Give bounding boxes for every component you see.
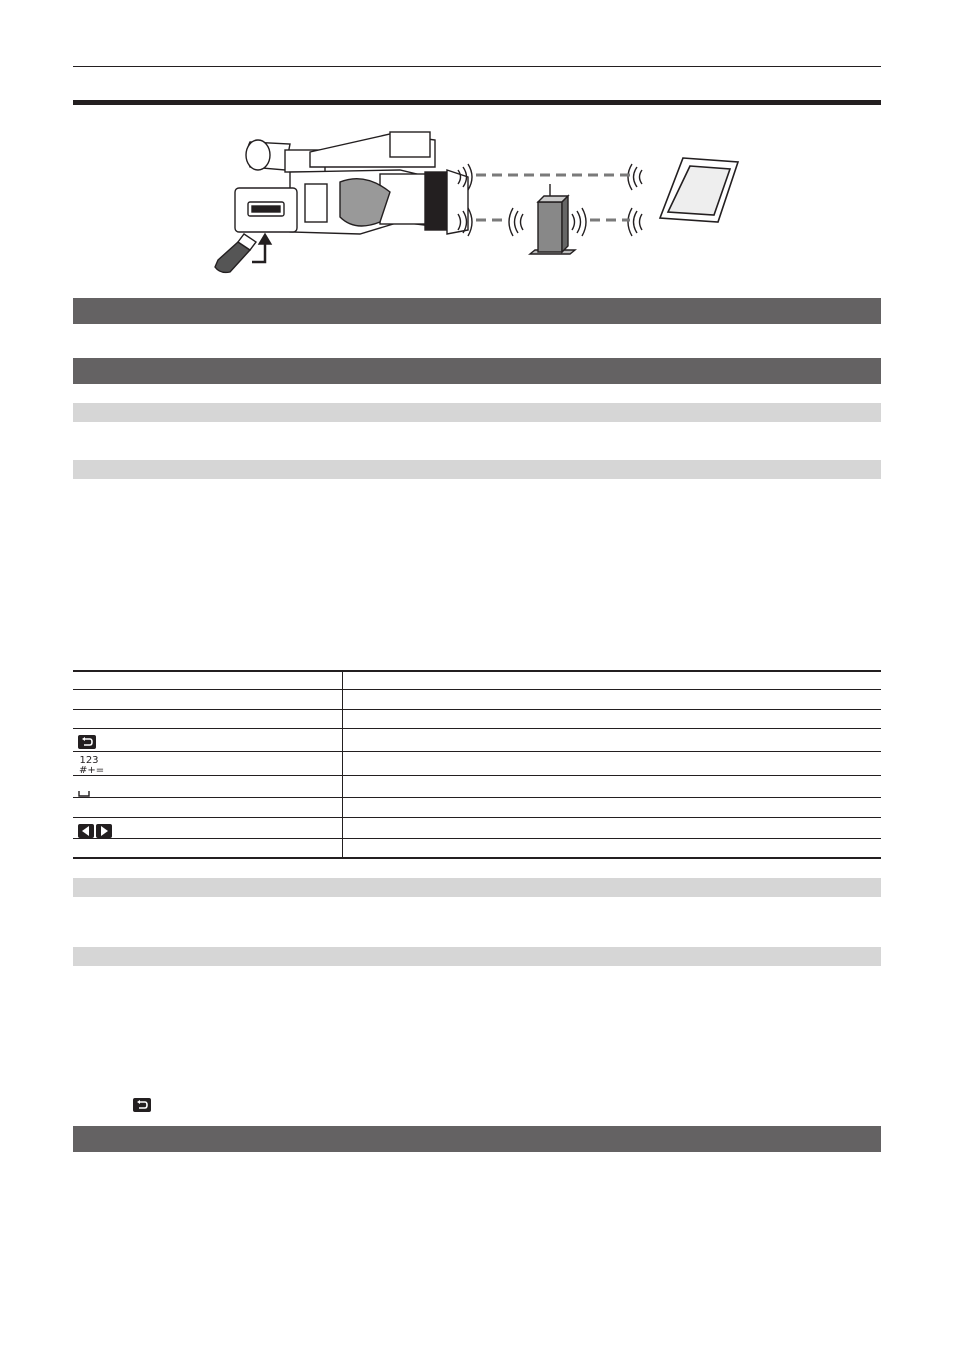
- symbols-key-icon: [79, 755, 105, 776]
- table-row-rule: [73, 751, 881, 752]
- table-row-rule: [73, 709, 881, 710]
- table-bottom-rule: [73, 857, 881, 859]
- space-bar-icon: [78, 784, 90, 802]
- table-row-rule: [73, 728, 881, 729]
- table-row-rule: [73, 775, 881, 776]
- section-bar-2: [73, 358, 881, 384]
- router-drawing: [530, 184, 575, 254]
- table-row-rule: [73, 838, 881, 839]
- title-rule: [73, 100, 881, 105]
- cursor-right-icon: [96, 824, 112, 838]
- subsection-bar-4: [73, 947, 881, 966]
- table-row-rule: [73, 797, 881, 798]
- symbols-key-top: 123: [79, 755, 99, 766]
- cursor-left-icon: [78, 824, 94, 838]
- table-row-rule: [73, 817, 881, 818]
- tablet-drawing: [660, 158, 738, 222]
- header-rule: [73, 66, 881, 67]
- table-top-rule: [73, 670, 881, 672]
- symbols-key-bottom: #+=: [79, 765, 105, 776]
- return-arrow-icon-inline: [133, 1098, 151, 1112]
- subsection-bar-2: [73, 460, 881, 479]
- table-row-rule: [73, 689, 881, 690]
- connection-illustration: [190, 122, 750, 292]
- subsection-bar-1: [73, 403, 881, 422]
- table-column-divider: [342, 672, 343, 858]
- wireless-module-drawing: [215, 234, 271, 272]
- usb-port-callout: [235, 188, 297, 232]
- return-arrow-icon: [78, 735, 96, 749]
- subsection-bar-3: [73, 878, 881, 897]
- section-bar-1: [73, 298, 881, 324]
- section-bar-3: [73, 1126, 881, 1152]
